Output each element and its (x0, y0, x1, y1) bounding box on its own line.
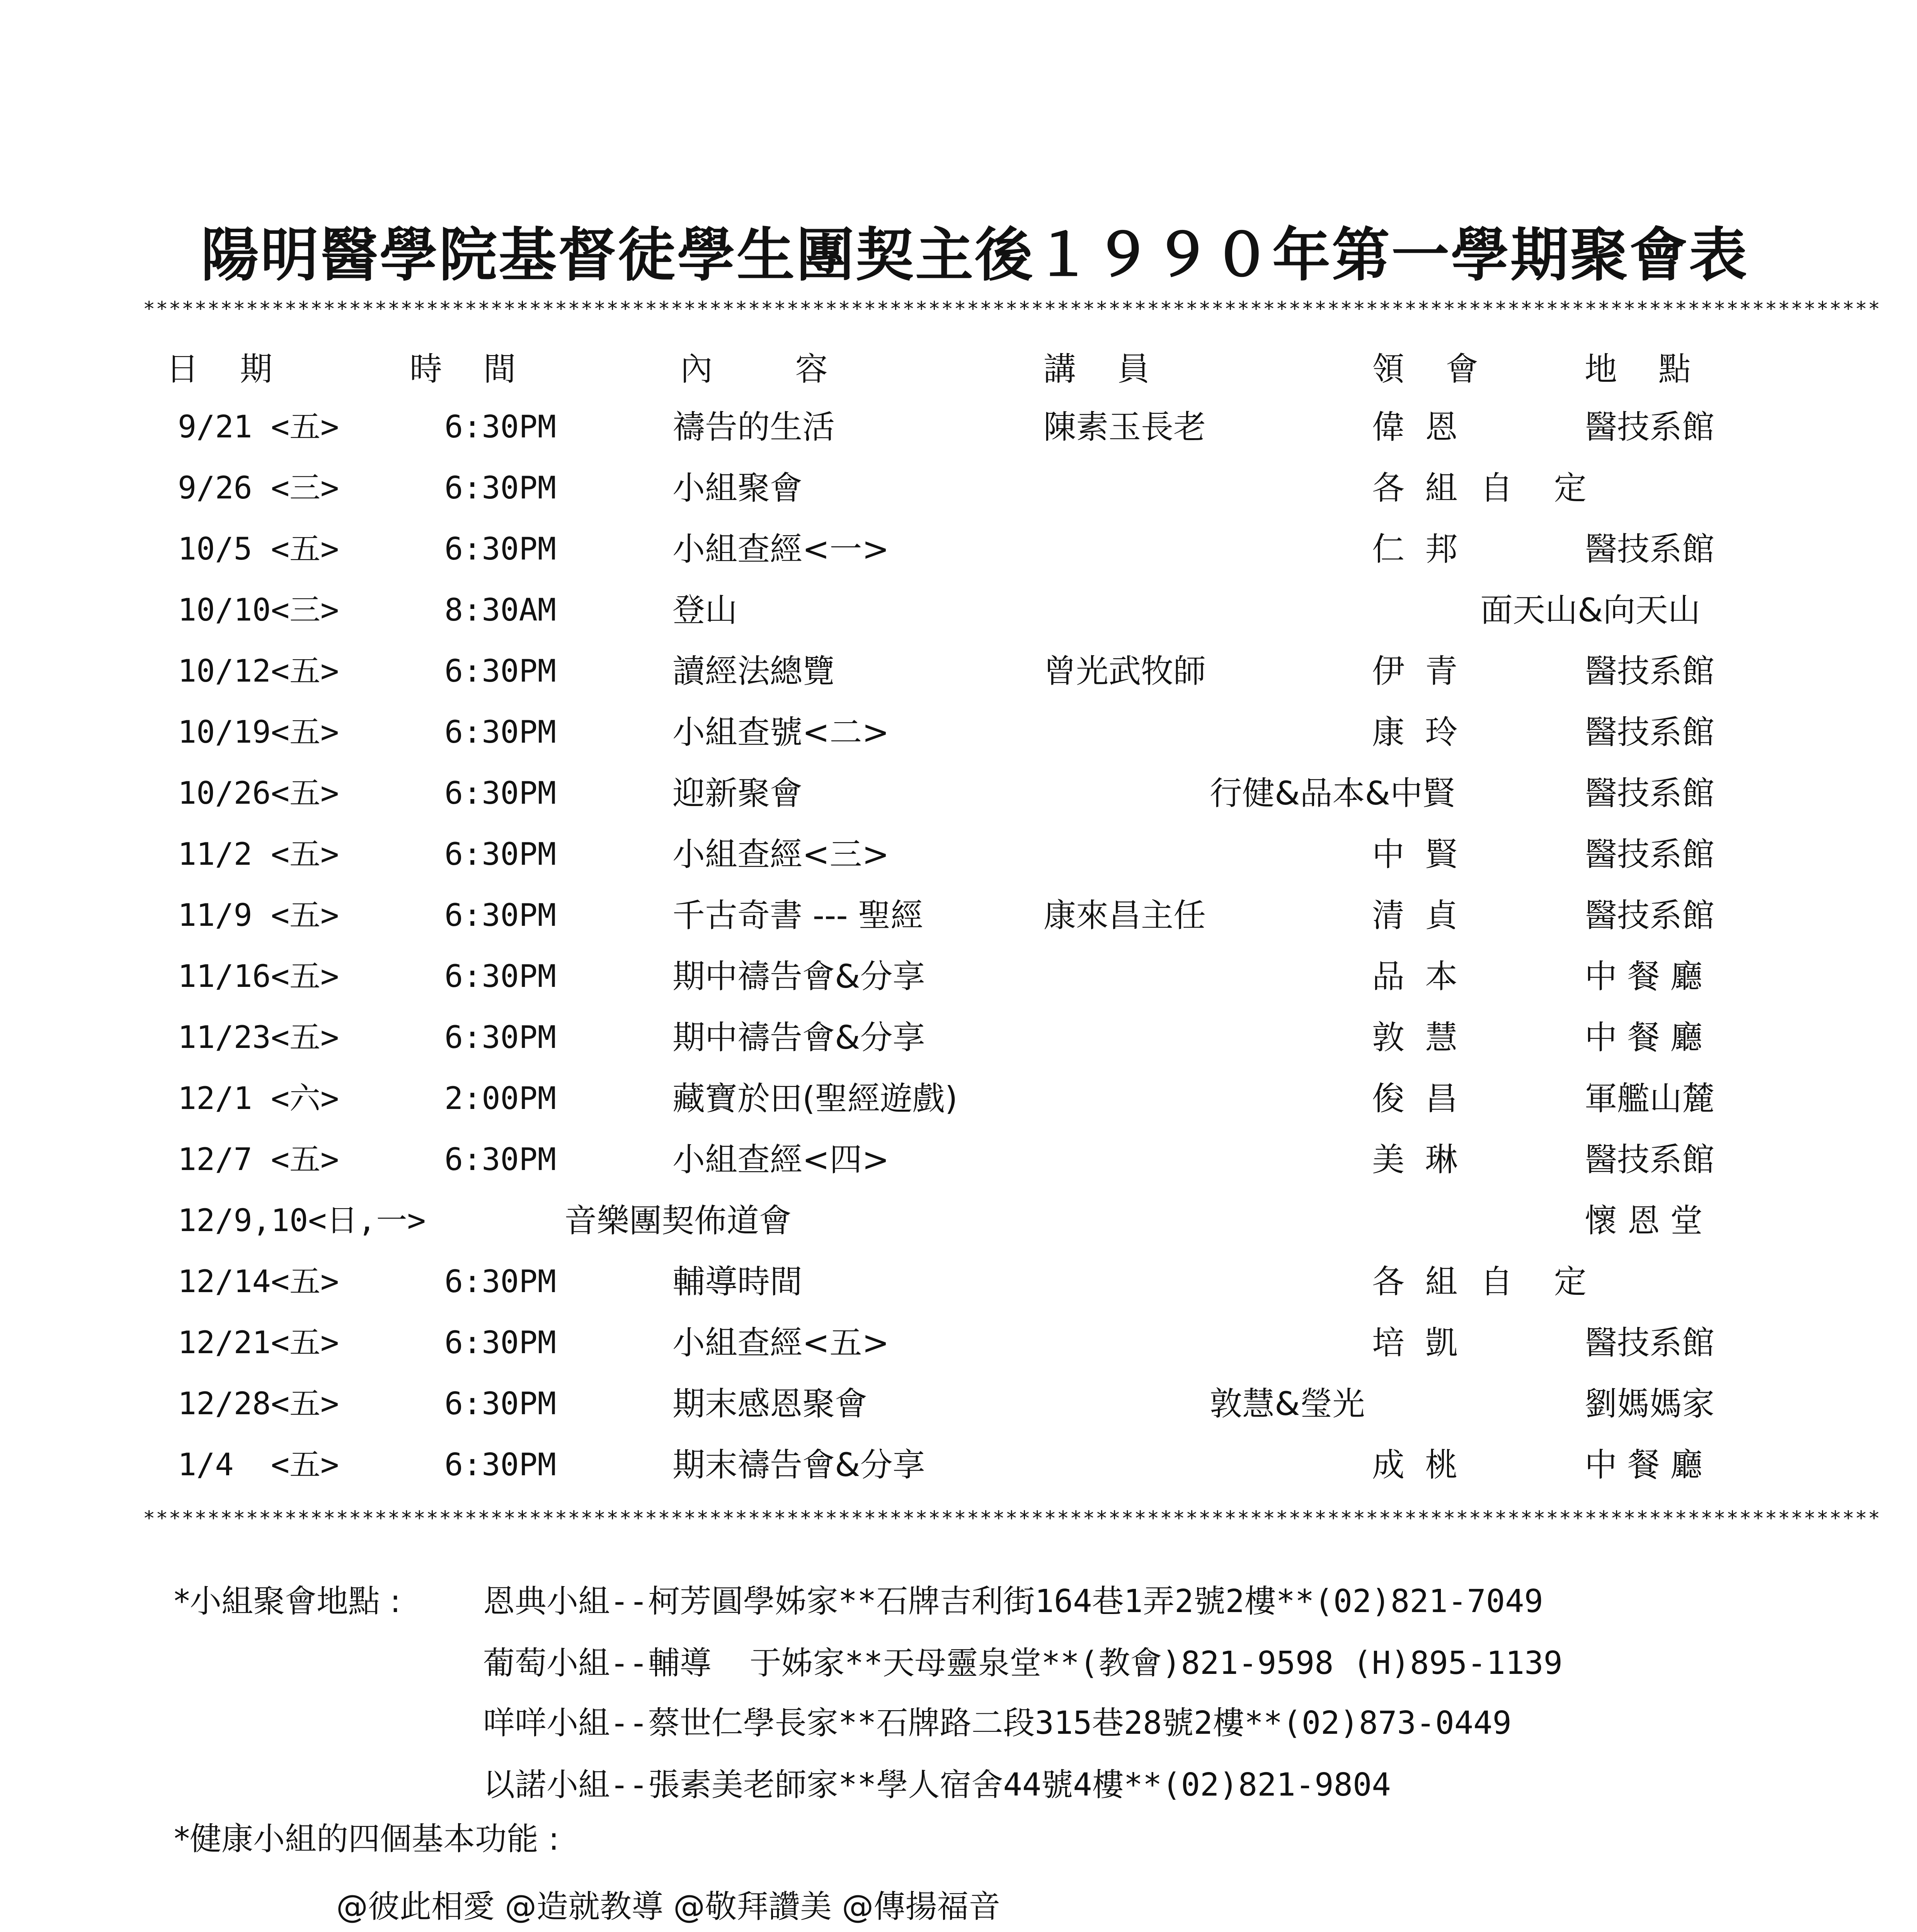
row-date: 10/5 <五> (178, 531, 339, 567)
row-content: 期末禱告會&分享 (672, 1446, 925, 1484)
row-place: 醫技系館 (1585, 530, 1715, 568)
row-time: 6:30PM (444, 1141, 556, 1177)
row-content: 音樂團契佈道會 (564, 1202, 792, 1240)
row-time: 6:30PM (444, 1264, 556, 1299)
row-place: 面天山&向天山 (1480, 591, 1701, 629)
row-content: 登山 (672, 591, 738, 629)
row-place: 劉媽媽家 (1585, 1385, 1715, 1423)
row-leader: 各 組 (1372, 1263, 1458, 1301)
row-place: 軍艦山麓 (1585, 1080, 1715, 1117)
row-leader: 敦慧&瑩光 (1210, 1385, 1365, 1423)
star-divider-bottom: *************************************************************************************************************************************** (143, 1507, 1881, 1530)
row-place: 醫技系館 (1585, 1324, 1715, 1362)
row-date: 10/26<五> (178, 775, 339, 811)
row-leader: 康 玲 (1372, 713, 1458, 751)
row-content: 千古奇書 --- 聖經 (672, 896, 923, 934)
row-place: 醫技系館 (1585, 713, 1715, 751)
row-leader: 行健&品本&中賢 (1210, 774, 1456, 812)
row-place: 醫技系館 (1585, 652, 1715, 690)
row-content: 迎新聚會 (672, 774, 803, 812)
row-place: 中 餐 廳 (1585, 1019, 1703, 1056)
row-date: 11/23<五> (178, 1019, 339, 1055)
row-place: 中 餐 廳 (1585, 957, 1703, 995)
table-row (0, 1192, 1917, 1250)
row-time: 6:30PM (444, 1447, 556, 1483)
group-location-line: 咩咩小組--蔡世仁學長家**石牌路二段315巷28號2樓**(02)873-0449 (483, 1705, 1512, 1742)
row-speaker: 陳素玉長老 (1044, 408, 1206, 446)
functions-label: *健康小組的四個基本功能 : (174, 1821, 559, 1857)
row-content: 藏寶於田(聖經遊戲) (672, 1080, 958, 1117)
row-time: 6:30PM (444, 958, 556, 994)
row-date: 12/21<五> (178, 1325, 339, 1361)
row-leader: 品 本 (1372, 957, 1458, 995)
header-content: 內 容 (680, 350, 828, 388)
row-leader: 俊 昌 (1372, 1080, 1458, 1117)
row-leader: 培 凱 (1372, 1324, 1458, 1362)
document-title: 陽明醫學院基督徒學生團契主後１９９０年第一學期聚會表 (201, 221, 1749, 289)
table-row (0, 581, 1917, 639)
row-content: 小組查經<三> (672, 835, 889, 873)
row-place: 醫技系館 (1585, 835, 1715, 873)
star-divider-top: *************************************************************************************************************************************** (143, 298, 1881, 321)
row-speaker: 康來昌主任 (1044, 896, 1206, 934)
row-time: 6:30PM (444, 531, 556, 567)
row-time: 8:30AM (444, 592, 556, 628)
table-row (0, 947, 1917, 1005)
row-place: 自 定 (1480, 1263, 1587, 1301)
row-content: 期中禱告會&分享 (672, 957, 925, 995)
row-date: 12/9,10<日,一> (178, 1202, 426, 1238)
row-content: 禱告的生活 (672, 408, 835, 446)
row-content: 讀經法總覽 (672, 652, 835, 690)
row-date: 12/28<五> (178, 1386, 339, 1422)
table-row (0, 1009, 1917, 1066)
row-time: 6:30PM (444, 1325, 556, 1361)
row-date: 11/16<五> (178, 958, 339, 994)
row-time: 6:30PM (444, 1386, 556, 1422)
group-location-line: 以諾小組--張素美老師家**學人宿舍44號4樓**(02)821-9804 (483, 1767, 1391, 1803)
row-content: 小組查經<一> (672, 530, 889, 568)
table-row (0, 1253, 1917, 1311)
row-leader: 清 貞 (1372, 896, 1458, 934)
header-speaker: 講 員 (1044, 350, 1150, 388)
table-row (0, 886, 1917, 944)
functions-line: @彼此相愛 @造就教導 @敬拜讚美 @傳揚福音 (336, 1888, 1001, 1925)
row-date: 12/7 <五> (178, 1141, 339, 1177)
table-row (0, 642, 1917, 700)
table-row (0, 1131, 1917, 1189)
row-time: 6:30PM (444, 409, 556, 445)
row-place: 醫技系館 (1585, 408, 1715, 446)
table-row (0, 459, 1917, 517)
group-location-line: 恩典小組--柯芳圓學姊家**石牌吉利街164巷1弄2號2樓**(02)821-7049 (483, 1583, 1543, 1620)
row-time: 6:30PM (444, 714, 556, 750)
row-content: 輔導時間 (672, 1263, 803, 1301)
row-content: 期末感恩聚會 (672, 1385, 868, 1423)
row-date: 11/2 <五> (178, 836, 339, 872)
row-time: 6:30PM (444, 775, 556, 811)
table-row (0, 1436, 1917, 1494)
row-place: 懷 恩 堂 (1585, 1202, 1703, 1240)
row-date: 1/4 <五> (178, 1447, 339, 1483)
row-time: 6:30PM (444, 653, 556, 689)
row-time: 6:30PM (444, 1019, 556, 1055)
row-time: 6:30PM (444, 836, 556, 872)
row-leader: 成 桃 (1372, 1446, 1458, 1484)
table-row (0, 764, 1917, 822)
row-content: 期中禱告會&分享 (672, 1019, 925, 1056)
row-time: 6:30PM (444, 897, 556, 933)
row-date: 12/1 <六> (178, 1080, 339, 1116)
row-content: 小組聚會 (672, 469, 803, 507)
row-date: 9/26 <三> (178, 470, 339, 506)
row-time: 2:00PM (444, 1080, 556, 1116)
header-leader: 領 會 (1372, 350, 1478, 388)
row-date: 10/19<五> (178, 714, 339, 750)
row-speaker: 曾光武牧師 (1044, 652, 1206, 690)
header-date: 日 期 (166, 350, 272, 388)
group-locations-label: *小組聚會地點 : (174, 1583, 401, 1620)
row-leader: 偉 恩 (1372, 408, 1458, 446)
row-leader: 美 琳 (1372, 1141, 1458, 1179)
row-place: 醫技系館 (1585, 896, 1715, 934)
row-date: 9/21 <五> (178, 409, 339, 445)
row-leader: 各 組 (1372, 469, 1458, 507)
row-leader: 仁 邦 (1372, 530, 1458, 568)
row-time: 6:30PM (444, 470, 556, 506)
row-place: 自 定 (1480, 469, 1587, 507)
row-leader: 中 賢 (1372, 835, 1458, 873)
table-row (0, 1070, 1917, 1128)
row-content: 小組查經<五> (672, 1324, 889, 1362)
table-row (0, 1314, 1917, 1372)
header-time: 時 間 (410, 350, 516, 388)
group-location-line: 葡萄小組--輔導 于姊家**天母靈泉堂**(教會)821-9598 (H)895-1139 (483, 1645, 1563, 1682)
table-row (0, 703, 1917, 761)
row-place: 醫技系館 (1585, 774, 1715, 812)
table-row (0, 520, 1917, 578)
row-date: 12/14<五> (178, 1264, 339, 1299)
row-date: 10/12<五> (178, 653, 339, 689)
row-place: 中 餐 廳 (1585, 1446, 1703, 1484)
row-content: 小組查經<四> (672, 1141, 889, 1179)
row-date: 10/10<三> (178, 592, 339, 628)
row-leader: 伊 青 (1372, 652, 1458, 690)
row-content: 小組查號<二> (672, 713, 889, 751)
table-row (0, 825, 1917, 883)
row-place: 醫技系館 (1585, 1141, 1715, 1179)
header-place: 地 點 (1585, 350, 1691, 388)
row-leader: 敦 慧 (1372, 1019, 1458, 1056)
row-date: 11/9 <五> (178, 897, 339, 933)
table-row (0, 1375, 1917, 1433)
table-row (0, 398, 1917, 456)
